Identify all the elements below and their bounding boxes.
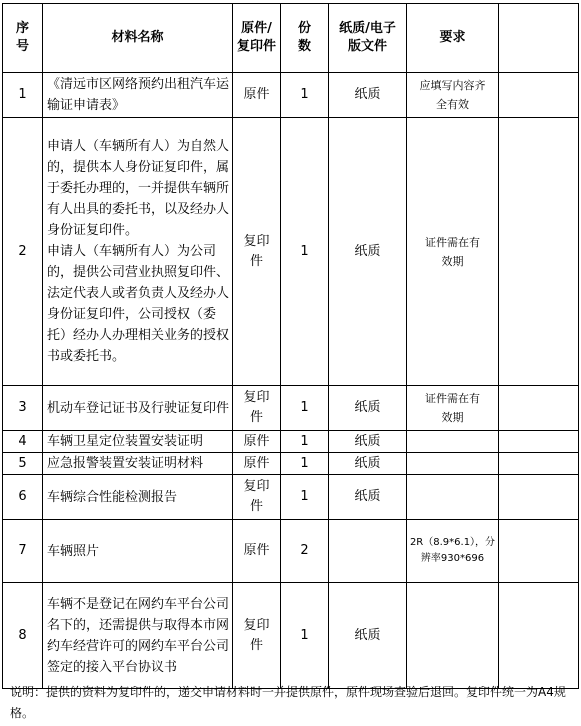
header-name: 材料名称	[43, 4, 233, 73]
row-name	[43, 386, 233, 431]
row-format: 原件	[233, 453, 281, 475]
row-requirement: 证件需在有效期	[407, 118, 499, 386]
header-no: 序号	[3, 4, 43, 73]
header-copies: 份数	[281, 4, 329, 73]
row-requirement	[407, 453, 499, 475]
row-no: 3	[3, 386, 43, 431]
row-name	[43, 475, 233, 520]
row-medium: 纸质	[329, 386, 407, 431]
row-extra	[499, 118, 579, 386]
row-extra	[499, 520, 579, 583]
row-medium	[329, 520, 407, 583]
table-row	[3, 520, 579, 583]
row-copies: 1	[281, 118, 329, 386]
row-name-text: 车辆卫星定位装置安装证明	[47, 434, 204, 449]
row-requirement: 2R（8.9*6.1），分辨率930*696	[407, 520, 499, 583]
row-requirement: 证件需在有效期	[407, 386, 499, 431]
row-requirement: 应填写内容齐全有效	[407, 73, 499, 118]
header-requirement: 要求	[407, 4, 499, 73]
row-name-text: 车辆综合性能检测报告	[47, 489, 178, 505]
row-format: 原件	[233, 73, 281, 118]
row-copies: 1	[281, 475, 329, 520]
header-format: 原件/复印件	[233, 4, 281, 73]
materials-table	[2, 3, 579, 689]
row-medium: 纸质	[329, 73, 407, 118]
row-name	[43, 520, 233, 583]
row-format: 原件	[233, 520, 281, 583]
row-requirement	[407, 475, 499, 520]
row-copies: 1	[281, 431, 329, 453]
row-medium: 纸质	[329, 453, 407, 475]
row-no: 6	[3, 475, 43, 520]
row-extra	[499, 386, 579, 431]
row-name	[43, 583, 233, 689]
row-name-text: 申请人（车辆所有人）为公司的，提供公司营业执照复印件、法定代表人或者负责人及经办人身份证复印件，公司授权（委托）经办人办理相关业务的授权书或委托书。	[47, 244, 230, 364]
row-name-text: 车辆不是登记在网约车平台公司名下的，还需提供与取得本市网约车经营许可的网约车平台公司签定的接入平台协议书	[47, 596, 230, 675]
row-extra	[499, 475, 579, 520]
row-copies: 1	[281, 73, 329, 118]
row-copies: 1	[281, 583, 329, 689]
table-row	[3, 73, 579, 118]
row-name-text: 机动车登记证书及行驶证复印件	[47, 400, 230, 416]
row-no: 2	[3, 118, 43, 386]
row-format: 复印件	[233, 118, 281, 386]
row-no: 8	[3, 583, 43, 689]
row-copies: 1	[281, 386, 329, 431]
table-row	[3, 583, 579, 689]
row-name	[43, 118, 233, 386]
row-name	[43, 73, 233, 118]
table-row	[3, 118, 579, 386]
header-extra	[499, 4, 579, 73]
row-name	[43, 431, 233, 453]
row-no: 1	[3, 73, 43, 118]
row-name-text: 申请人（车辆所有人）为自然人的，提供本人身份证复印件，属于委托办理的，一并提供车辆所有人出具的委托书，以及经办人身份证复印件。	[47, 139, 230, 238]
table-row	[3, 453, 579, 475]
row-extra	[499, 583, 579, 689]
row-no: 5	[3, 453, 43, 475]
row-requirement	[407, 583, 499, 689]
row-name-text: 《清远市区网络预约出租汽车运输证申请表》	[47, 77, 230, 113]
row-copies: 1	[281, 453, 329, 475]
row-no: 4	[3, 431, 43, 453]
row-copies: 2	[281, 520, 329, 583]
footnote: 说明：提供的资料为复印件的，递交申请材料时一并提供原件，原件现场查验后退回。复印件统一为A4规格。	[10, 685, 566, 720]
row-extra	[499, 453, 579, 475]
row-extra	[499, 431, 579, 453]
row-name	[43, 453, 233, 475]
row-name-text: 车辆照片	[47, 543, 100, 559]
header-row	[3, 4, 579, 73]
row-requirement	[407, 431, 499, 453]
row-extra	[499, 73, 579, 118]
row-no: 7	[3, 520, 43, 583]
table-row	[3, 475, 579, 520]
table-row	[3, 431, 579, 453]
row-medium: 纸质	[329, 583, 407, 689]
row-format: 原件	[233, 431, 281, 453]
row-medium: 纸质	[329, 475, 407, 520]
row-medium: 纸质	[329, 431, 407, 453]
header-medium: 纸质/电子版文件	[329, 4, 407, 73]
row-name-text: 应急报警装置安装证明材料	[47, 456, 204, 471]
row-format: 复印件	[233, 475, 281, 520]
row-medium: 纸质	[329, 118, 407, 386]
table-row	[3, 386, 579, 431]
row-format: 复印件	[233, 386, 281, 431]
row-format: 复印件	[233, 583, 281, 689]
